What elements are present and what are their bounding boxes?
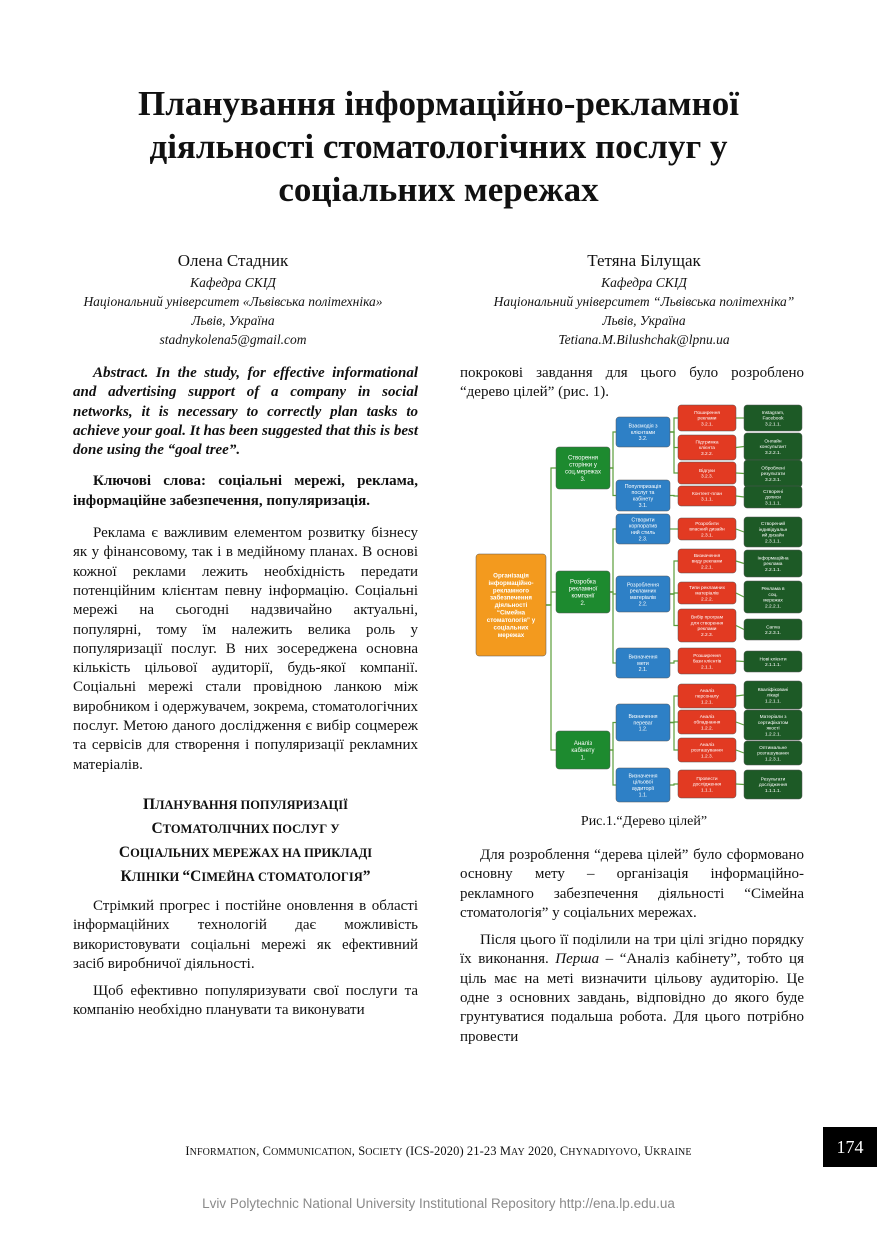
- svg-text:3.2.1.1.: 3.2.1.1.: [764, 422, 782, 428]
- svg-text:2.1.1.1.: 2.1.1.1.: [764, 663, 782, 669]
- goal-level3-box: [678, 486, 736, 506]
- svg-text:3.: 3.: [580, 476, 586, 483]
- goal-level4-box: [744, 460, 802, 487]
- svg-text:мережах: мережах: [763, 598, 783, 604]
- body-paragraph: Після цього її поділили на три цілі згідно порядку їх виконання. Перша – “Аналіз кабінету”, тобто ця ціль має на меті визначити цільову аудиторію. Це одне з основних завдань, відповідно до якого буде грунтуватися подальша робота. Для цього потрібно провести: [460, 932, 804, 1045]
- goal-level3-box: [678, 518, 736, 540]
- svg-text:результати: результати: [760, 472, 786, 478]
- svg-text:клієнта: клієнта: [699, 446, 715, 452]
- goal-level3-box: [678, 648, 736, 674]
- body-paragraph: Стрімкий прогрес і постійне оновлення в області інформаційних технологій дає можливість використовувати соціальні мережі як ефективний засіб виробничої діяльності.: [73, 897, 418, 972]
- goal-level2-box: [616, 417, 670, 447]
- svg-text:Розробка: Розробка: [570, 579, 596, 586]
- goal-level4-box: [744, 651, 802, 672]
- svg-text:клієнтами: клієнтами: [630, 429, 656, 436]
- svg-text:рекламних: рекламних: [629, 588, 657, 595]
- svg-text:Поширення: Поширення: [694, 410, 720, 416]
- svg-text:3.2.2.: 3.2.2.: [700, 451, 714, 457]
- svg-text:власний дизайн: власний дизайн: [689, 527, 725, 533]
- goal-level3-box: [678, 435, 736, 460]
- svg-text:діяльності: діяльності: [494, 602, 528, 610]
- svg-text:аудиторії: аудиторії: [631, 786, 655, 793]
- section-heading: ПЛАНУВАННЯ ПОПУЛЯРИЗАЦІЇ СТОМАТОЛІЧНИХ ПОСЛУГ У СОЦІАЛЬНИХ МЕРЕЖАХ НА ПРИКЛАДІ КЛІНІКИ “СІМЕЙНА СТОМАТОЛОГІЯ”: [118, 795, 373, 885]
- svg-text:Взаємодія з: Взаємодія з: [628, 423, 658, 430]
- svg-text:матеріалів: матеріалів: [630, 595, 656, 602]
- author-department: Кафедра СКІД: [190, 275, 276, 290]
- svg-text:2.2.2.: 2.2.2.: [700, 597, 714, 603]
- svg-text:3.1.1.1.: 3.1.1.1.: [764, 501, 782, 507]
- goal-level4-box: [744, 619, 802, 640]
- svg-text:Матеріали з: Матеріали з: [759, 715, 787, 721]
- svg-text:компанії: компанії: [571, 593, 595, 600]
- goal-level2-box: [616, 514, 670, 544]
- svg-text:обладнання: обладнання: [693, 720, 721, 726]
- right-column-bottom: [460, 846, 804, 1055]
- goal-level4-box: [744, 550, 802, 577]
- title-line-1: Планування інформаційно-рекламної: [138, 84, 739, 123]
- goal-level3-box: [678, 738, 736, 762]
- svg-text:1.2.1.1.: 1.2.1.1.: [764, 699, 782, 705]
- svg-text:1.2.3.1.: 1.2.3.1.: [764, 757, 782, 763]
- author-email[interactable]: Tetiana.M.Bilushchak@lpnu.ua: [558, 332, 730, 347]
- svg-text:Контент-план: Контент-план: [691, 491, 723, 497]
- svg-text:Результати: Результати: [760, 777, 786, 783]
- goal-level2-box: [616, 480, 670, 511]
- svg-text:Нові клієнти: Нові клієнти: [759, 657, 787, 663]
- svg-text:Аналіз: Аналіз: [699, 714, 715, 720]
- svg-text:соц.: соц.: [768, 592, 778, 598]
- svg-text:1.1.: 1.1.: [638, 792, 648, 799]
- svg-text:переваг: переваг: [633, 720, 653, 727]
- svg-text:для створення: для створення: [690, 621, 724, 627]
- svg-text:2.2.1.1.: 2.2.1.1.: [764, 567, 782, 573]
- svg-text:1.1.1.: 1.1.1.: [700, 788, 714, 794]
- svg-text:3.2.: 3.2.: [638, 436, 648, 443]
- svg-text:корпоратив: корпоратив: [628, 523, 658, 530]
- svg-text:1.2.1.: 1.2.1.: [700, 700, 714, 706]
- svg-text:2.3.: 2.3.: [638, 536, 648, 543]
- svg-text:цільової: цільової: [632, 779, 654, 786]
- goal-level2-box: [616, 768, 670, 802]
- svg-text:2.1.: 2.1.: [638, 667, 648, 674]
- svg-text:Instagram,: Instagram,: [761, 410, 785, 416]
- svg-text:Canva: Canva: [766, 625, 780, 631]
- svg-text:1.2.3.: 1.2.3.: [700, 754, 714, 760]
- svg-text:соц.мережах: соц.мережах: [565, 469, 601, 476]
- svg-text:інформаційно-: інформаційно-: [488, 579, 534, 587]
- title-line-3: соціальних мережах: [278, 170, 599, 209]
- svg-text:Аналіз: Аналіз: [573, 740, 593, 747]
- author-city: Львів, Україна: [602, 313, 686, 328]
- body-paragraph: Щоб ефективно популяризувати свої послуги та компанію необхідно планувати та виконувати: [73, 983, 418, 1019]
- svg-text:3.2.2.1.: 3.2.2.1.: [764, 450, 782, 456]
- svg-text:1.2.2.: 1.2.2.: [700, 726, 714, 732]
- svg-text:2.3.1.1.: 2.3.1.1.: [764, 539, 782, 545]
- svg-text:Визначення: Визначення: [628, 654, 658, 661]
- svg-text:матеріалів: матеріалів: [695, 591, 719, 597]
- author-department: Кафедра СКІД: [601, 275, 687, 290]
- goal-level4-box: [744, 433, 802, 460]
- goal-level4-box: [744, 681, 802, 709]
- svg-text:індивідуальн: індивідуальн: [758, 527, 788, 533]
- svg-text:сторінки у: сторінки у: [569, 462, 597, 469]
- svg-text:Відгуки: Відгуки: [699, 468, 715, 474]
- svg-text:Оптимальне: Оптимальне: [759, 745, 787, 751]
- svg-text:мети: мети: [637, 660, 649, 667]
- author-name: Тетяна Білущак: [587, 251, 701, 270]
- title-line-2: діяльності стоматологічних послуг у: [149, 127, 728, 166]
- goal-level1-box: [556, 447, 610, 489]
- goal-level4-box: [744, 710, 802, 740]
- author-email[interactable]: stadnykolena5@gmail.com: [159, 332, 307, 347]
- svg-text:дописи: дописи: [765, 495, 781, 501]
- svg-text:Інформаційна: Інформаційна: [757, 556, 789, 562]
- svg-text:Організація: Організація: [493, 572, 529, 580]
- figure-caption: Рис.1.“Дерево цілей”: [580, 814, 708, 829]
- svg-text:2.: 2.: [580, 600, 586, 607]
- page-number: 174: [823, 1127, 877, 1167]
- svg-text:реклами: реклами: [697, 416, 717, 422]
- svg-text:1.1.1.1.: 1.1.1.1.: [764, 788, 782, 794]
- goal-level1-box: [556, 571, 610, 613]
- svg-text:1.2.2.1.: 1.2.2.1.: [764, 732, 782, 738]
- goal-level4-box: [744, 517, 802, 547]
- svg-text:рекламної: рекламної: [568, 586, 598, 593]
- author-name: Олена Стадник: [177, 251, 289, 270]
- svg-text:Кваліфіковані: Кваліфіковані: [757, 687, 789, 693]
- svg-text:Розширення: Розширення: [693, 653, 721, 659]
- svg-text:2.2.3.1.: 2.2.3.1.: [764, 631, 782, 637]
- svg-text:2.2.2.1.: 2.2.2.1.: [764, 604, 782, 610]
- svg-text:Створити: Створити: [631, 517, 655, 524]
- goal-level4-box: [744, 741, 802, 765]
- svg-text:Визначення: Визначення: [628, 773, 658, 780]
- svg-text:ний стиль: ний стиль: [630, 530, 656, 537]
- keywords: Ключові слова: соціальні мережі, реклама, інформаційне забезпечення, популяризація.: [73, 473, 418, 509]
- svg-text:соціальних: соціальних: [493, 624, 529, 632]
- svg-text:2.2.3.: 2.2.3.: [700, 632, 714, 638]
- svg-text:розташування: розташування: [691, 748, 723, 754]
- svg-text:Facebook: Facebook: [762, 416, 784, 422]
- svg-text:Вибір програм: Вибір програм: [690, 615, 724, 621]
- svg-text:3.2.1.: 3.2.1.: [700, 422, 714, 428]
- goal-level3-box: [678, 770, 736, 798]
- svg-text:Оброблені: Оброблені: [761, 466, 785, 472]
- svg-text:3.2.3.: 3.2.3.: [700, 474, 714, 480]
- svg-text:“Сімейна: “Сімейна: [496, 609, 526, 617]
- goal-level1-box: [556, 731, 610, 769]
- svg-text:реклама: реклама: [763, 562, 783, 568]
- svg-text:Створення: Створення: [567, 455, 599, 462]
- body-paragraph: покрокові завдання для цього було розроблено “дерево цілей” (рис. 1).: [460, 365, 804, 401]
- author-university: Національний університет «Львівська політехніка»: [83, 294, 383, 309]
- svg-text:Створений: Створений: [760, 522, 786, 528]
- svg-text:лікарі: лікарі: [766, 693, 780, 699]
- goal-level2-box: [616, 648, 670, 678]
- svg-text:Аналіз: Аналіз: [699, 742, 715, 748]
- svg-text:Визначення: Визначення: [628, 713, 658, 720]
- goal-level3-box: [678, 405, 736, 431]
- goal-level3-box: [678, 582, 736, 604]
- svg-text:2.1.1.: 2.1.1.: [700, 665, 714, 671]
- svg-text:Розроблення: Розроблення: [626, 582, 660, 589]
- goal-level4-box: [744, 486, 802, 508]
- body-paragraph: Для розроблення “дерева цілей” було сформовано основну мету – організація інформаційно-рекламного забезпечення діяльності “Сімейна стоматологія” у соціальних мережах.: [460, 847, 804, 921]
- goal-level4-box: [744, 770, 802, 799]
- body-paragraph: Реклама є важливим елементом розвитку бізнесу як у фінансовому, так і в медійному планах. В основі кожної реклами лежить необхідність передати потенційним клієнтам певну інформацію. Соціальні мережі на сьогодні надзвичайно актуальні, популярні, тому їм належить велика роль у популяризації послуг. В них зосереджена основна кількість цільової аудиторії, будь-якої компанії. Соціальні мережі стали провідною ланкою між виробником і одержувачем, зокрема, стоматологічних послуг. Метою даного дослідження є вибір соцмереж та сервісів для створення і популяризації рекламних матеріалів.: [73, 525, 418, 773]
- svg-text:1.: 1.: [580, 755, 586, 762]
- author-block-2: [444, 250, 844, 349]
- svg-text:персоналу: персоналу: [695, 694, 719, 700]
- svg-text:2.3.1.: 2.3.1.: [700, 533, 714, 539]
- goal-level3-box: [678, 549, 736, 573]
- svg-text:дослідження: дослідження: [758, 783, 788, 789]
- svg-text:консультант: консультант: [759, 445, 787, 451]
- svg-text:Створені: Створені: [763, 489, 783, 495]
- goal-level3-box: [678, 609, 736, 642]
- svg-text:3.2.3.1.: 3.2.3.1.: [764, 477, 782, 483]
- svg-text:розташування: розташування: [757, 751, 789, 757]
- goal-tree-figure: [474, 404, 812, 809]
- author-city: Львів, Україна: [191, 313, 275, 328]
- goal-level2-box: [616, 704, 670, 741]
- svg-text:реклами: реклами: [697, 627, 717, 633]
- author-block-1: [33, 250, 433, 349]
- svg-text:2.2.1.: 2.2.1.: [700, 565, 714, 571]
- svg-text:виду реклами: виду реклами: [691, 559, 723, 565]
- svg-text:Онлайн: Онлайн: [764, 439, 782, 445]
- svg-text:сертифікатом: сертифікатом: [757, 720, 789, 726]
- goal-level2-box: [616, 576, 670, 612]
- svg-text:ий дизайн: ий дизайн: [761, 533, 785, 539]
- svg-text:кабінету: кабінету: [571, 748, 595, 755]
- repository-watermark: Lviv Polytechnic National University Institutional Repository http://ena.lp.edu.ua: [202, 1196, 675, 1211]
- goal-level3-box: [678, 462, 736, 484]
- svg-text:3.1.1.: 3.1.1.: [700, 497, 714, 503]
- svg-text:рекламного: рекламного: [492, 587, 530, 595]
- svg-text:3.1.: 3.1.: [638, 502, 648, 509]
- conference-footer: INFORMATION, COMMUNICATION, SOCIETY (ICS-2020) 21-23 MAY 2020, CHYNADIYOVO, UKRAINE: [185, 1144, 692, 1158]
- svg-text:Провести: Провести: [696, 776, 718, 782]
- svg-text:якості: якості: [766, 726, 780, 732]
- svg-text:Типи рекламних: Типи рекламних: [689, 585, 725, 591]
- svg-text:Підтримка: Підтримка: [695, 440, 719, 446]
- svg-text:забезпечення: забезпечення: [490, 594, 532, 602]
- svg-text:1.2.: 1.2.: [638, 726, 648, 733]
- svg-text:стоматологія” у: стоматологія” у: [486, 617, 536, 625]
- svg-text:2.2.: 2.2.: [638, 601, 648, 608]
- left-column: [73, 364, 418, 1029]
- svg-text:Реклама в: Реклама в: [761, 587, 785, 593]
- abstract: Abstract. In the study, for effective informational and advertising support of a company in social networks, it is necessary to correctly plan tasks to achieve your goal. It has been suggested that this is best done using the “goal tree”.: [73, 365, 418, 459]
- root-goal-box: [476, 554, 546, 656]
- goal-level3-box: [678, 710, 736, 734]
- svg-text:Аналіз: Аналіз: [699, 688, 715, 694]
- goal-level4-box: [744, 405, 802, 431]
- goal-level3-box: [678, 684, 736, 708]
- svg-text:Розробити: Розробити: [695, 521, 719, 527]
- author-university: Національний університет “Львівська політехніка”: [493, 294, 795, 309]
- svg-text:бази клієнтів: бази клієнтів: [692, 659, 722, 665]
- svg-text:послуг та: послуг та: [631, 490, 655, 497]
- svg-text:дослідження: дослідження: [692, 782, 722, 788]
- goal-level4-box: [744, 581, 802, 613]
- paper-title: [60, 82, 817, 211]
- svg-text:Визначення: Визначення: [693, 553, 721, 559]
- svg-text:мережах: мережах: [497, 631, 525, 639]
- svg-text:кабінету: кабінету: [632, 496, 654, 503]
- svg-text:Популяризація: Популяризація: [624, 483, 662, 490]
